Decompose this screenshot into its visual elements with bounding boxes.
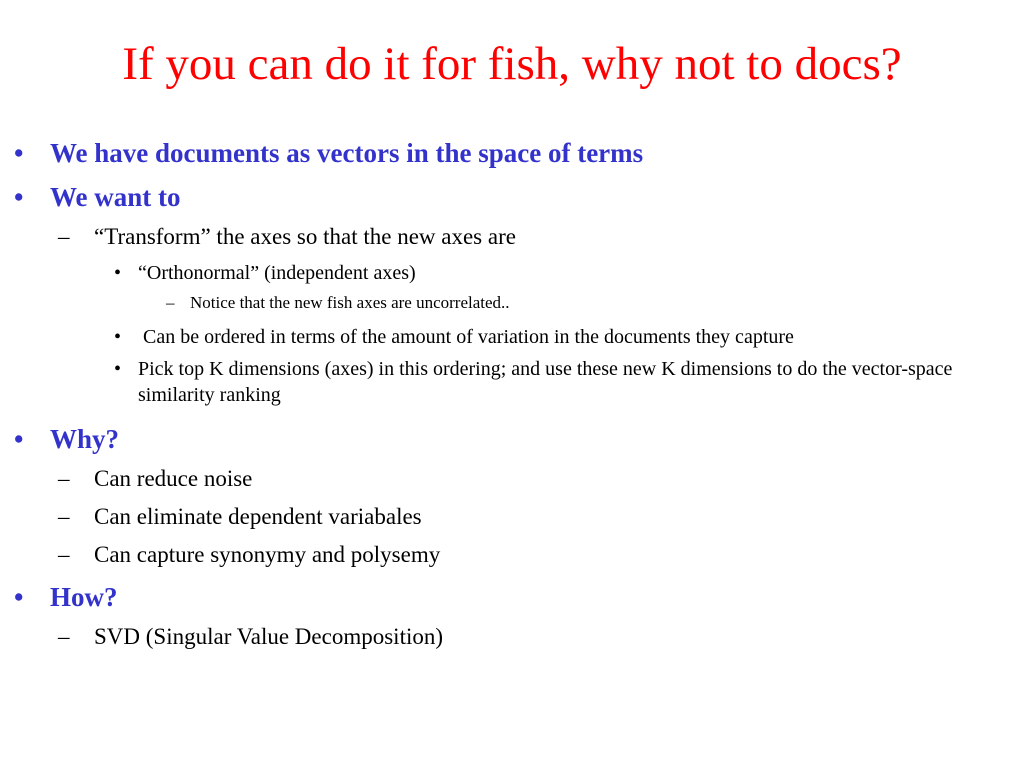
bullet-marker: •	[14, 138, 24, 168]
bullet-text: How?	[50, 582, 118, 612]
bullet-marker: •	[14, 182, 24, 212]
bullet-text: “Transform” the axes so that the new axes are	[94, 224, 516, 249]
bullet-text: Can reduce noise	[94, 466, 253, 491]
bullet-marker: •	[114, 262, 122, 284]
bullet-marker: •	[14, 582, 24, 612]
bullet-text: Notice that the new fish axes are uncorrelated..	[190, 293, 510, 312]
bullet-text: Can be ordered in terms of the amount of variation in the documents they capture	[138, 326, 794, 348]
bullet-marker: –	[58, 466, 70, 491]
bullet-marker: –	[58, 542, 70, 567]
bullet-marker: –	[58, 504, 70, 529]
bullet-marker: –	[58, 224, 70, 249]
bullet-text: We have documents as vectors in the space of terms	[50, 138, 644, 168]
bullet-marker: –	[166, 293, 175, 312]
bullet-text: Why?	[50, 424, 120, 454]
bullet-text: Can eliminate dependent variabales	[94, 504, 422, 529]
bullet-text: Pick top K dimensions (axes) in this ordering; and use these new K dimensions to do the vector-space similarity ranking	[138, 358, 953, 406]
bullet-marker: •	[114, 358, 122, 380]
bullet-marker: •	[14, 424, 24, 454]
bullet-marker: •	[114, 326, 122, 348]
bullet-text: SVD (Singular Value Decomposition)	[94, 624, 444, 649]
bullet-text: We want to	[50, 182, 181, 212]
bullet-marker: –	[58, 624, 70, 649]
bullet-text: “Orthonormal” (independent axes)	[138, 262, 416, 284]
slide-title: If you can do it for fish, why not to docs?	[122, 38, 902, 90]
bullet-text: Can capture synonymy and polysemy	[94, 542, 441, 567]
